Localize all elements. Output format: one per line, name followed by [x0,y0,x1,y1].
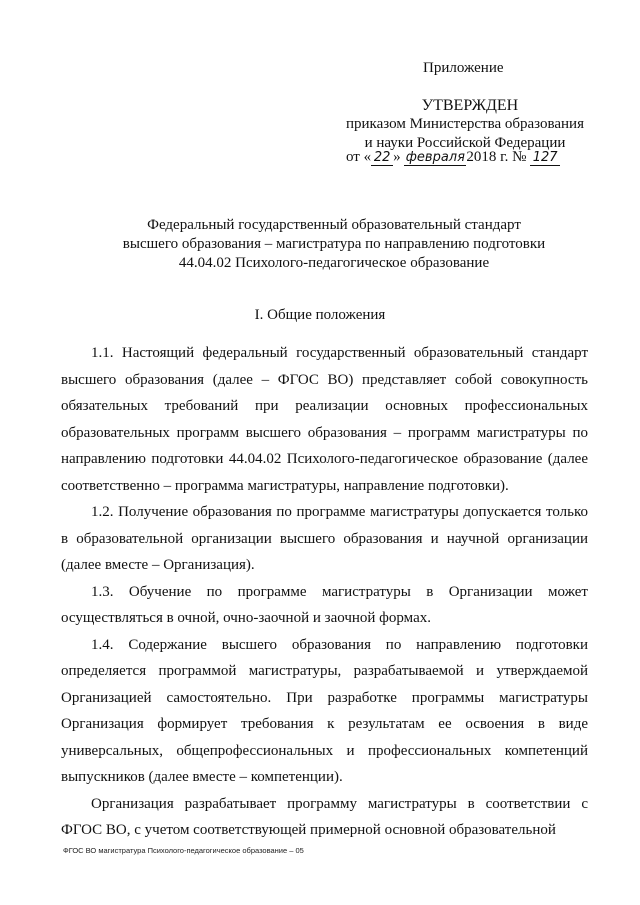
paragraph-1-3: 1.3. Обучение по программе магистратуры в Организации может осуществляться в очной, очно-заочной и заочной формах. [61,583,588,626]
title-line-1: Федеральный государственный образовательный стандарт [147,217,521,233]
date-quote-close: » [393,149,401,165]
order-day: 22 [371,150,393,166]
title-line-3: 44.04.02 Психолого-педагогическое образование [178,255,490,271]
document-title [84,216,584,273]
order-month: февраля [405,150,465,165]
order-year: 2018 г. № [466,149,527,165]
page-footer: ФГОС ВО магистратура Психолого-педагогическое образование – 05 [63,846,304,855]
appendix-label: Приложение [423,60,504,76]
paragraph-1-1: 1.1. Настоящий федеральный государственный образовательный стандарт высшего образования (далее – ФГОС ВО) представляет собой совокупность обязательных требований при реализации основных профессиональных образовательных программ высшего образования – программ магистратуры по направлению подготовки 44.04.02 Психолого-педагогическое образование (далее соответственно – программа магистратуры, направление подготовки). [61,345,588,494]
date-prefix: от « [346,149,372,165]
order-line-2: и науки Российской Федерации [364,135,566,151]
order-number: 127 [530,150,560,166]
document-body [61,340,588,844]
paragraph-organization: Организация разрабатывает программу магистратуры в соответствии с ФГОС ВО, с учетом соответствующей примерной основной образовательной [61,795,588,838]
order-date-line [346,149,560,166]
section-heading: I. Общие положения [254,307,386,323]
order-line-1: приказом Министерства образования [346,116,584,132]
approval-block [340,96,590,153]
paragraph-1-4: 1.4. Содержание высшего образования по направлению подготовки определяется программой магистратуры, разрабатываемой и утверждаемой Организацией самостоятельно. При разработке программы магистратуры Организация формирует требования к результатам ее освоения в виде универсальных, общепрофессиональных и профессиональных компетенций выпускников (далее вместе – компетенции). [61,636,588,785]
paragraph-1-2: 1.2. Получение образования по программе магистратуры допускается только в образовательной организации высшего образования и научной организации (далее вместе – Организация). [61,504,588,573]
title-line-2: высшего образования – магистратура по направлению подготовки [122,236,546,252]
approved-label: УТВЕРЖДЕН [421,97,519,114]
